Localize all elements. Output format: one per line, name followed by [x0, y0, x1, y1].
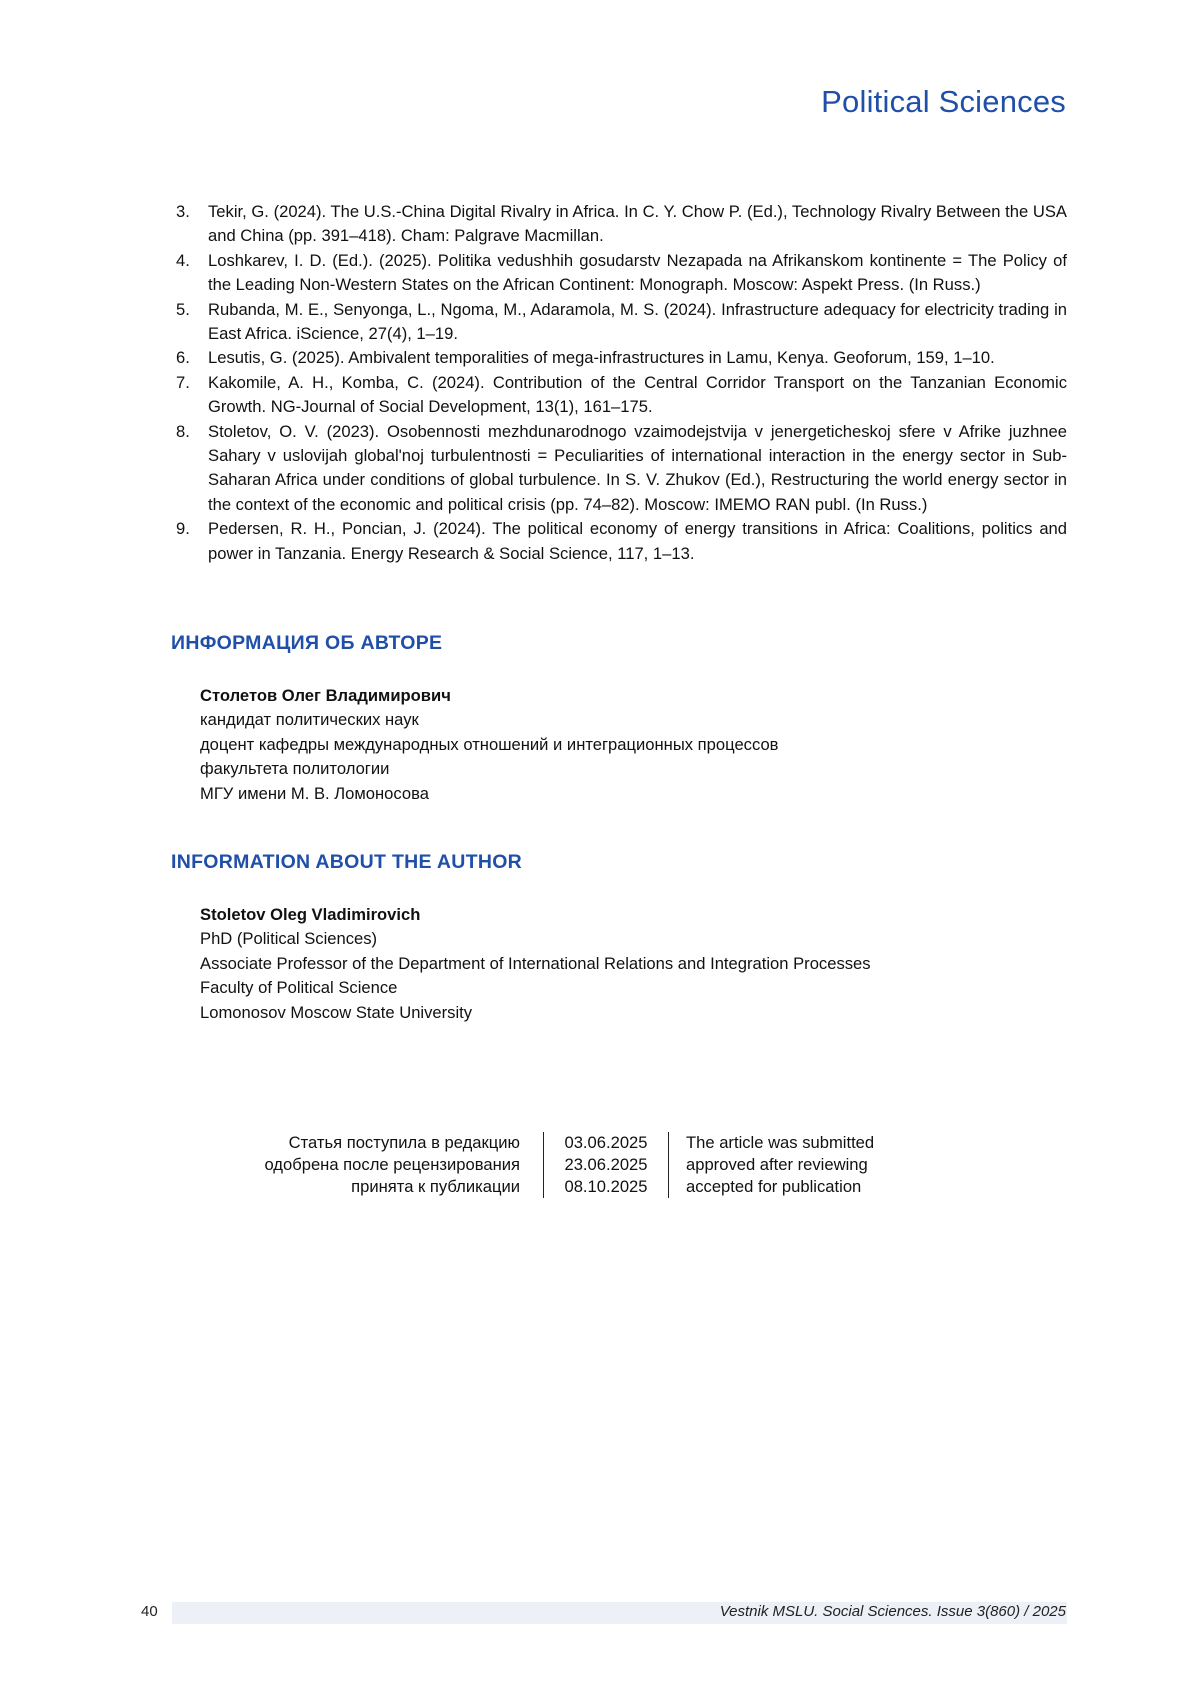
dates-values [544, 1132, 669, 1198]
reference-number: 3. [176, 200, 190, 224]
author-info-heading-en: INFORMATION ABOUT THE AUTHOR [171, 851, 522, 874]
author-faculty-ru: факультета политологии [200, 757, 779, 781]
reference-text: Kakomile, A. H., Komba, C. (2024). Contribution of the Central Corridor Transport on the Tanzanian Economic Growth. NG-Journal of Social Development, 13(1), 161–175. [208, 373, 1067, 416]
reference-item [172, 200, 1067, 249]
author-degree-ru: кандидат политических наук [200, 708, 779, 732]
reference-item [172, 346, 1067, 370]
date-label-ru: принята к публикации [200, 1176, 520, 1198]
reference-text: Loshkarev, I. D. (Ed.). (2025). Politika vedushhih gosudarstv Nezapada na Afrikanskom kontinente = The Policy of the Leading Non-Western States on the African Continent: Monograph. Moscow: Aspekt Press. (In Russ.) [208, 251, 1067, 294]
author-university-en: Lomonosov Moscow State University [200, 1001, 871, 1025]
reference-item [172, 517, 1067, 566]
reference-item [172, 420, 1067, 518]
date-value: 03.06.2025 [554, 1132, 658, 1154]
page-number: 40 [141, 1603, 158, 1620]
reference-text: Tekir, G. (2024). The U.S.-China Digital Rivalry in Africa. In C. Y. Chow P. (Ed.), Technology Rivalry Between the USA and China (pp. 391–418). Cham: Palgrave Macmillan. [208, 202, 1067, 245]
author-name-en: Stoletov Oleg Vladimirovich [200, 903, 871, 927]
date-label-en: The article was submitted [686, 1132, 874, 1154]
date-value: 23.06.2025 [554, 1154, 658, 1176]
reference-item [172, 371, 1067, 420]
reference-text: Stoletov, O. V. (2023). Osobennosti mezhdunarodnogo vzaimodejstvija v jenergeticheskoj sfere v Afrike juzhnee Sahary v uslovijah global'noj turbulentnosti = Peculiarities of international interaction in the energy sector in Sub-Saharan Africa under conditions of global turbulence. In S. V. Zhukov (Ed.), Restructuring the world energy sector in the context of the economic and political crisis (pp. 74–82). Moscow: IMEMO RAN publ. (In Russ.) [208, 422, 1067, 514]
date-label-en: accepted for publication [686, 1176, 874, 1198]
author-info-ru [200, 684, 779, 806]
reference-number: 8. [176, 420, 190, 444]
author-name-ru: Столетов Олег Владимирович [200, 684, 779, 708]
author-degree-en: PhD (Political Sciences) [200, 927, 871, 951]
dates-labels-en [669, 1132, 874, 1198]
reference-text: Pedersen, R. H., Poncian, J. (2024). The political economy of energy transitions in Africa: Coalitions, politics and power in Tanzania. Energy Research & Social Science, 117, 1–13. [208, 519, 1067, 562]
date-label-ru: Статья поступила в редакцию [200, 1132, 520, 1154]
date-value: 08.10.2025 [554, 1176, 658, 1198]
submission-dates [200, 1132, 874, 1198]
reference-number: 6. [176, 346, 190, 370]
reference-text: Rubanda, M. E., Senyonga, L., Ngoma, M., Adaramola, M. S. (2024). Infrastructure adequacy for electricity trading in East Africa. iScience, 27(4), 1–19. [208, 300, 1067, 343]
reference-number: 4. [176, 249, 190, 273]
author-info-en [200, 903, 871, 1025]
date-label-en: approved after reviewing [686, 1154, 874, 1176]
author-position-en: Associate Professor of the Department of International Relations and Integration Processes [200, 952, 871, 976]
author-faculty-en: Faculty of Political Science [200, 976, 871, 1000]
section-title: Political Sciences [821, 84, 1066, 120]
reference-number: 9. [176, 517, 190, 541]
reference-list [172, 200, 1067, 566]
author-info-heading-ru: ИНФОРМАЦИЯ ОБ АВТОРЕ [171, 632, 442, 655]
reference-item [172, 298, 1067, 347]
author-university-ru: МГУ имени М. В. Ломоносова [200, 782, 779, 806]
footer-journal-title: Vestnik MSLU. Social Sciences. Issue 3(860) / 2025 [720, 1603, 1066, 1620]
reference-text: Lesutis, G. (2025). Ambivalent temporalities of mega-infrastructures in Lamu, Kenya. Geoforum, 159, 1–10. [208, 348, 995, 367]
reference-item [172, 249, 1067, 298]
reference-number: 5. [176, 298, 190, 322]
date-label-ru: одобрена после рецензирования [200, 1154, 520, 1176]
author-position-ru: доцент кафедры международных отношений и интеграционных процессов [200, 733, 779, 757]
reference-number: 7. [176, 371, 190, 395]
dates-labels-ru [200, 1132, 544, 1198]
